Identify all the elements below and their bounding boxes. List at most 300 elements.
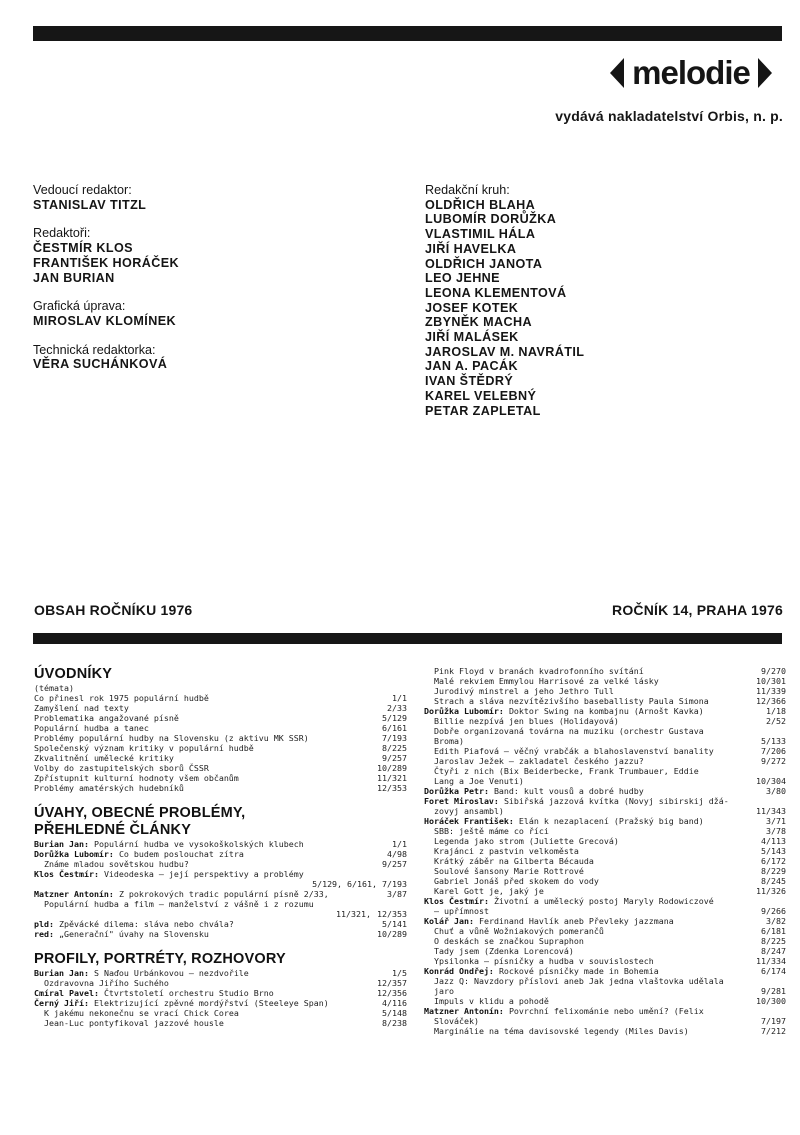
entry-title	[424, 826, 549, 836]
entry-reference: 12/353	[377, 909, 407, 919]
entry-reference: 6/174	[761, 966, 786, 976]
entry-text: Legenda jako strom (Juliette Grecová)	[434, 836, 619, 846]
contents-entry	[424, 956, 786, 966]
entry-title	[424, 746, 714, 756]
entry-title	[34, 859, 189, 869]
entry-reference: 3/78	[766, 826, 786, 836]
entry-title	[424, 786, 644, 796]
entry-title	[34, 713, 179, 723]
entry-title	[424, 806, 504, 816]
entry-reference: 8/225	[761, 936, 786, 946]
entry-reference: 11/334	[756, 956, 786, 966]
entry-reference: 6/181	[761, 926, 786, 936]
staff-gap	[33, 285, 179, 299]
entry-reference: 3/71	[766, 816, 786, 826]
contents-entry	[34, 693, 407, 703]
contents-entry	[34, 909, 407, 919]
contents-entry	[424, 856, 786, 866]
entry-title	[424, 916, 674, 926]
entry-title	[424, 1016, 479, 1026]
entry-title	[424, 976, 724, 986]
entry-text: Životní a umělecký postoj Maryly Rodowiczové	[493, 896, 714, 906]
entry-reference: 8/247	[761, 946, 786, 956]
entry-title	[34, 723, 149, 733]
contents-entry	[34, 919, 407, 929]
contents-entry	[34, 889, 407, 899]
entry-reference: 6/161	[382, 723, 407, 733]
entry-author: Horáček František:	[424, 816, 514, 826]
contents-left-column	[34, 666, 407, 1028]
contents-entry	[34, 783, 407, 793]
section-heading: ÚVAHY, OBECNÉ PROBLÉMY,	[34, 805, 246, 821]
staff-role: Grafická úprava:	[33, 299, 126, 314]
contents-entry	[34, 929, 407, 939]
entry-text: Sibiřská jazzová kvítka (Novyj sibirskij džá-	[503, 796, 729, 806]
entry-text: Doktor Swing na kombajnu (Arnošt Kavka)	[508, 706, 704, 716]
entry-text: Jean-Luc pontyfikoval jazzové housle	[44, 1018, 224, 1028]
contents-entry	[424, 726, 786, 736]
entry-reference: 7/197	[761, 1016, 786, 1026]
contents-entry	[424, 756, 786, 766]
entry-author: red:	[34, 929, 54, 939]
entry-title	[34, 929, 209, 939]
entry-text: Elektrizující zpěvné mordýřství (Steeleye Span)	[93, 998, 329, 1008]
entry-title	[424, 816, 704, 826]
entry-author: Matzner Antonín:	[34, 889, 114, 899]
contents-entry	[34, 773, 407, 783]
entry-author: Dorůžka Lubomír:	[34, 849, 114, 859]
contents-entry	[34, 899, 407, 909]
entry-text: 11/321,	[336, 909, 372, 919]
entry-text: Co budem poslouchat zítra	[118, 849, 244, 859]
contents-entry	[424, 916, 786, 926]
contents-entry	[424, 666, 786, 676]
contents-entry	[34, 1008, 407, 1018]
entry-reference: 8/225	[382, 743, 407, 753]
entry-author: Foret Miroslav:	[424, 796, 499, 806]
entry-reference: 1/1	[392, 693, 407, 703]
entry-reference: 3/82	[766, 916, 786, 926]
entry-title	[424, 776, 524, 786]
entry-title	[424, 906, 489, 916]
entry-reference: 10/301	[756, 676, 786, 686]
entry-title	[424, 986, 454, 996]
entry-title	[424, 796, 729, 806]
entry-text: Jurodivý minstrel a jeho Jethro Tull	[434, 686, 614, 696]
entry-text: Videodeska — její perspektivy a problémy	[103, 869, 304, 879]
logo-text: melodie	[632, 54, 750, 91]
entry-reference: 2/33	[387, 703, 407, 713]
entry-reference: 3/87	[387, 889, 407, 899]
entry-title	[34, 783, 184, 793]
entry-text: Krajánci z pastvin velkoměsta	[434, 846, 579, 856]
entry-text: Karel Gott je, jaký je	[434, 886, 544, 896]
entry-title	[424, 676, 659, 686]
entry-reference: 7/212	[761, 1026, 786, 1036]
entry-text: SBB: ještě máme co říci	[434, 826, 549, 836]
entry-text: Pink Floyd v branách kvadrofonního svítání	[434, 666, 644, 676]
entry-reference: 10/304	[756, 776, 786, 786]
entry-text: Elán k nezaplacení (Pražský big band)	[518, 816, 704, 826]
entry-text: Známe mladou sovětskou hudbu?	[44, 859, 189, 869]
entry-text: Broma)	[434, 736, 464, 746]
entry-reference: 11/339	[756, 686, 786, 696]
staff-gap	[33, 212, 179, 226]
contents-entry	[34, 968, 407, 978]
entry-title	[424, 716, 619, 726]
entry-title	[424, 956, 654, 966]
entry-text: zovyj ansambl)	[434, 806, 504, 816]
entry-reference: 8/238	[382, 1018, 407, 1028]
entry-text: (témata)	[34, 683, 74, 693]
entry-text: Z pokrokových tradic populární písně 2/33,	[118, 889, 329, 899]
entry-title	[34, 909, 371, 919]
board-member-name: OLDŘICH JANOTA	[425, 256, 543, 271]
contents-entry	[424, 826, 786, 836]
editorial-board-column	[425, 183, 584, 418]
contents-entry	[34, 763, 407, 773]
entry-reference: 5/148	[382, 1008, 407, 1018]
contents-entry	[424, 926, 786, 936]
entry-text: Impuls v klidu a pohodě	[434, 996, 549, 1006]
contents-entry	[424, 716, 786, 726]
staff-name: STANISLAV TITZL	[33, 197, 147, 212]
contents-entry	[424, 766, 786, 776]
entry-title	[34, 763, 209, 773]
entry-author: Klos Čestmír:	[424, 896, 489, 906]
contents-entry	[424, 806, 786, 816]
contents-title: OBSAH ROČNÍKU 1976	[34, 602, 193, 618]
entry-text: Zkvalitnění umělecké kritiky	[34, 753, 174, 763]
entry-title	[34, 683, 74, 693]
entry-reference: 4/98	[387, 849, 407, 859]
contents-entry	[34, 1018, 407, 1028]
staff-name: ČESTMÍR KLOS	[33, 241, 133, 256]
entry-text: S Naďou Urbánkovou — nezdvořile	[93, 968, 249, 978]
entry-title	[34, 919, 234, 929]
entry-reference: 12/353	[377, 783, 407, 793]
entry-reference: 5/141	[382, 919, 407, 929]
entry-text: Ferdinand Havlík aneb Převleky jazzmana	[478, 916, 674, 926]
staff-role: Vedoucí redaktor:	[33, 183, 132, 197]
entry-text: Rockové písničky made in Bohemia	[498, 966, 659, 976]
contents-rule	[33, 633, 782, 644]
entry-text: Edith Piafová — věčný vrabčák a blahoslavenství banality	[434, 746, 714, 756]
entry-text: Krátký záběr na Gilberta Bécauda	[434, 856, 594, 866]
contents-entry	[424, 1006, 786, 1016]
board-member-name: JAN A. PACÁK	[425, 359, 518, 374]
entry-reference: 10/289	[377, 929, 407, 939]
contents-entry	[424, 866, 786, 876]
entry-title	[424, 866, 584, 876]
entry-title	[424, 666, 644, 676]
entry-text: Společenský význam kritiky v populární hudbě	[34, 743, 254, 753]
entry-text: Zpřístupnit kulturní hodnoty všem občanům	[34, 773, 239, 783]
contents-entry	[424, 976, 786, 986]
entry-text: Co přinesl rok 1975 populární hudbě	[34, 693, 209, 703]
entry-title	[424, 856, 594, 866]
entry-author: Konrád Ondřej:	[424, 966, 494, 976]
entry-reference: 5/129, 6/161, 7/193	[312, 879, 407, 889]
contents-entry	[424, 816, 786, 826]
melodie-logo	[606, 52, 776, 94]
board-member-name: JIŘÍ MALÁSEK	[425, 330, 519, 345]
entry-reference: 9/257	[382, 753, 407, 763]
editorial-board-role: Redakční kruh:	[425, 183, 510, 197]
entry-text: K jakému nekonečnu se vrací Chick Corea	[44, 1008, 239, 1018]
entry-title	[34, 693, 209, 703]
entry-text: Gabriel Jonáš před skokem do vody	[434, 876, 599, 886]
entry-text: Slováček)	[434, 1016, 479, 1026]
entry-title	[34, 753, 174, 763]
entry-title	[424, 946, 574, 956]
entry-title	[424, 846, 579, 856]
staff-role: Redaktoři:	[33, 226, 91, 241]
contents-entry	[424, 946, 786, 956]
entry-author: Klos Čestmír:	[34, 869, 99, 879]
entry-reference: 9/270	[761, 666, 786, 676]
entry-text: Jaroslav Ježek — zakladatel českého jazzu?	[434, 756, 644, 766]
entry-title	[34, 1008, 239, 1018]
entry-reference: 9/272	[761, 756, 786, 766]
section-heading: PŘEHLEDNÉ ČLÁNKY	[34, 822, 192, 838]
entry-title	[34, 773, 239, 783]
entry-title	[34, 899, 314, 909]
board-member-name: ZBYNĚK MACHA	[425, 315, 532, 330]
entry-reference: 5/129	[382, 713, 407, 723]
entry-title	[424, 926, 604, 936]
board-member-name: JOSEF KOTEK	[425, 300, 519, 315]
entry-title	[424, 1026, 689, 1036]
contents-entry	[424, 696, 786, 706]
entry-text: Problémy amatérských hudebníků	[34, 783, 184, 793]
entry-title	[424, 706, 704, 716]
staff-left-column	[33, 183, 179, 372]
board-member-name: JIŘÍ HAVELKA	[425, 241, 517, 256]
board-member-name: VLASTIMIL HÁLA	[425, 227, 536, 242]
entry-reference: 4/116	[382, 998, 407, 1008]
entry-reference: 9/266	[761, 906, 786, 916]
entry-text: Lang a Joe Venuti)	[434, 776, 524, 786]
entry-text: Čtyři z nich (Bix Beiderbecke, Frank Trumbauer, Eddie	[434, 766, 699, 776]
entry-title	[34, 988, 274, 998]
section-heading: PROFILY, PORTRÉTY, ROZHOVORY	[34, 951, 286, 967]
entry-title	[34, 978, 169, 988]
entry-title	[424, 836, 619, 846]
contents-entry	[424, 706, 786, 716]
top-rule	[33, 26, 782, 41]
entry-reference: 12/366	[756, 696, 786, 706]
contents-entry	[424, 776, 786, 786]
entry-text: Ozdravovna Jiřího Suchého	[44, 978, 169, 988]
board-member-name: LEONA KLEMENTOVÁ	[425, 285, 567, 300]
entry-title	[424, 936, 584, 946]
entry-author: Černý Jiří:	[34, 998, 89, 1008]
entry-title	[34, 849, 244, 859]
contents-entry	[424, 876, 786, 886]
entry-reference: 7/206	[761, 746, 786, 756]
contents-entry	[424, 846, 786, 856]
entry-text: Čtvrtstoletí orchestru Studio Brno	[103, 988, 274, 998]
staff-name: VĚRA SUCHÁNKOVÁ	[33, 357, 168, 372]
publisher-line: vydává nakladatelství Orbis, n. p.	[555, 108, 783, 124]
entry-title	[34, 703, 129, 713]
contents-right-column	[424, 666, 786, 1036]
board-member-name: JAROSLAV M. NAVRÁTIL	[425, 344, 585, 359]
entry-reference: 9/281	[761, 986, 786, 996]
contents-entry	[424, 796, 786, 806]
entry-reference: 6/172	[761, 856, 786, 866]
entry-title	[424, 996, 549, 1006]
contents-entry	[424, 1016, 786, 1026]
entry-text: Povrchní felixománie nebo umění? (Felix	[508, 1006, 704, 1016]
entry-title	[34, 998, 329, 1008]
contents-entry	[34, 978, 407, 988]
staff-name: FRANTIŠEK HORÁČEK	[33, 255, 180, 270]
board-member-name: PETAR ZAPLETAL	[425, 403, 541, 418]
board-member-name: LEO JEHNE	[425, 271, 500, 286]
contents-entry	[424, 736, 786, 746]
contents-entry	[424, 686, 786, 696]
entry-title	[424, 886, 544, 896]
entry-reference: 4/113	[761, 836, 786, 846]
contents-entry	[34, 683, 407, 693]
entry-title	[424, 766, 699, 776]
entry-author: Kolář Jan:	[424, 916, 474, 926]
contents-entry	[34, 703, 407, 713]
contents-entry	[34, 713, 407, 723]
contents-entry	[424, 896, 786, 906]
staff-gap	[33, 329, 179, 343]
contents-entry	[424, 786, 786, 796]
entry-author: Dorůžka Petr:	[424, 786, 489, 796]
entry-title	[34, 869, 304, 879]
entry-reference: 1/1	[392, 839, 407, 849]
entry-text: Marginálie na téma davisovské legendy (Miles Davis)	[434, 1026, 689, 1036]
entry-text: O deskách se značkou Supraphon	[434, 936, 584, 946]
contents-entry	[34, 753, 407, 763]
entry-text: Chuť a vůně Wožniakových pomerančů	[434, 926, 604, 936]
entry-reference: 3/80	[766, 786, 786, 796]
contents-entry	[34, 733, 407, 743]
entry-text: Malé rekviem Emmylou Harrisové za velké lásky	[434, 676, 659, 686]
entry-text: Soulové šansony Marie Rottrové	[434, 866, 584, 876]
entry-reference: 11/321	[377, 773, 407, 783]
contents-entry	[424, 966, 786, 976]
contents-entry	[424, 886, 786, 896]
board-member-name: OLDŘICH BLAHA	[425, 197, 536, 212]
entry-text: Problémy populární hudby na Slovensku (z aktivu MK SSR)	[34, 733, 309, 743]
entry-text: jaro	[434, 986, 454, 996]
entry-reference: 11/343	[756, 806, 786, 816]
entry-text: Zpěvácké dilema: sláva nebo chvála?	[58, 919, 234, 929]
entry-title	[34, 889, 329, 899]
section-heading: ÚVODNÍKY	[34, 666, 113, 682]
entry-text: Populární hudba a film — manželství z vášně i z rozumu	[44, 899, 314, 909]
volume-info: ROČNÍK 14, PRAHA 1976	[612, 602, 783, 618]
entry-author: Cmíral Pavel:	[34, 988, 99, 998]
entry-text: Strach a sláva nezvítězivšího baseballisty Paula Simona	[434, 696, 709, 706]
staff-name: JAN BURIAN	[33, 270, 115, 285]
entry-text: „Generační" úvahy na Slovensku	[58, 929, 209, 939]
entry-reference: 1/5	[392, 968, 407, 978]
entry-reference: 10/289	[377, 763, 407, 773]
entry-title	[424, 896, 714, 906]
entry-reference: 10/300	[756, 996, 786, 1006]
entry-author: Burian Jan:	[34, 839, 89, 849]
entry-reference: 8/245	[761, 876, 786, 886]
contents-entry	[424, 836, 786, 846]
contents-entry	[34, 998, 407, 1008]
contents-entry	[424, 996, 786, 1006]
entry-reference: 2/52	[766, 716, 786, 726]
contents-entry	[424, 746, 786, 756]
entry-text: — upřímnost	[434, 906, 489, 916]
contents-entry	[34, 743, 407, 753]
entry-text: Dobře organizovaná továrna na muziku (orchestr Gustava	[434, 726, 704, 736]
entry-reference: 5/143	[761, 846, 786, 856]
contents-entry	[34, 839, 407, 849]
entry-title	[424, 696, 709, 706]
entry-reference: 1/18	[766, 706, 786, 716]
entry-reference: 5/133	[761, 736, 786, 746]
entry-reference: 12/356	[377, 988, 407, 998]
entry-title	[424, 876, 599, 886]
entry-reference: 8/229	[761, 866, 786, 876]
contents-entry	[34, 849, 407, 859]
contents-entry	[34, 988, 407, 998]
entry-author: Dorůžka Lubomír:	[424, 706, 504, 716]
entry-title	[424, 726, 704, 736]
staff-role: Technická redaktorka:	[33, 342, 156, 357]
entry-title	[34, 968, 249, 978]
contents-entry	[424, 1026, 786, 1036]
contents-entry	[34, 879, 407, 889]
entry-text: Populární hudba ve vysokoškolských klubech	[93, 839, 304, 849]
entry-text: Ypsilonka — písničky a hudba v souvislostech	[434, 956, 654, 966]
entry-title	[34, 733, 309, 743]
contents-entry	[34, 723, 407, 733]
entry-author: Matzner Antonín:	[424, 1006, 504, 1016]
entry-reference: 12/357	[377, 978, 407, 988]
entry-text: Zamyšlení nad texty	[34, 703, 129, 713]
entry-text: Tady jsem (Zdenka Lorencová)	[434, 946, 574, 956]
contents-entry	[424, 676, 786, 686]
entry-author: Burian Jan:	[34, 968, 89, 978]
entry-reference: 9/257	[382, 859, 407, 869]
contents-entry	[424, 986, 786, 996]
contents-entry	[424, 906, 786, 916]
entry-author: pld:	[34, 919, 54, 929]
contents-entry	[424, 936, 786, 946]
entry-reference: 7/193	[382, 733, 407, 743]
entry-text: Band: kult vousů a dobré hudby	[493, 786, 644, 796]
staff-name: MIROSLAV KLOMÍNEK	[33, 313, 176, 328]
entry-reference: 11/326	[756, 886, 786, 896]
entry-title	[424, 686, 614, 696]
entry-title	[34, 1018, 224, 1028]
entry-text: Problematika angažované písně	[34, 713, 179, 723]
entry-text: Populární hudba a tanec	[34, 723, 149, 733]
entry-title	[424, 966, 659, 976]
board-member-name: KAREL VELEBNÝ	[425, 388, 537, 403]
entry-title	[424, 1006, 704, 1016]
entry-title	[424, 736, 464, 746]
entry-text: Billie nezpívá jen blues (Holidayová)	[434, 716, 619, 726]
contents-entry	[34, 869, 407, 879]
entry-title	[34, 743, 254, 753]
entry-title	[424, 756, 644, 766]
